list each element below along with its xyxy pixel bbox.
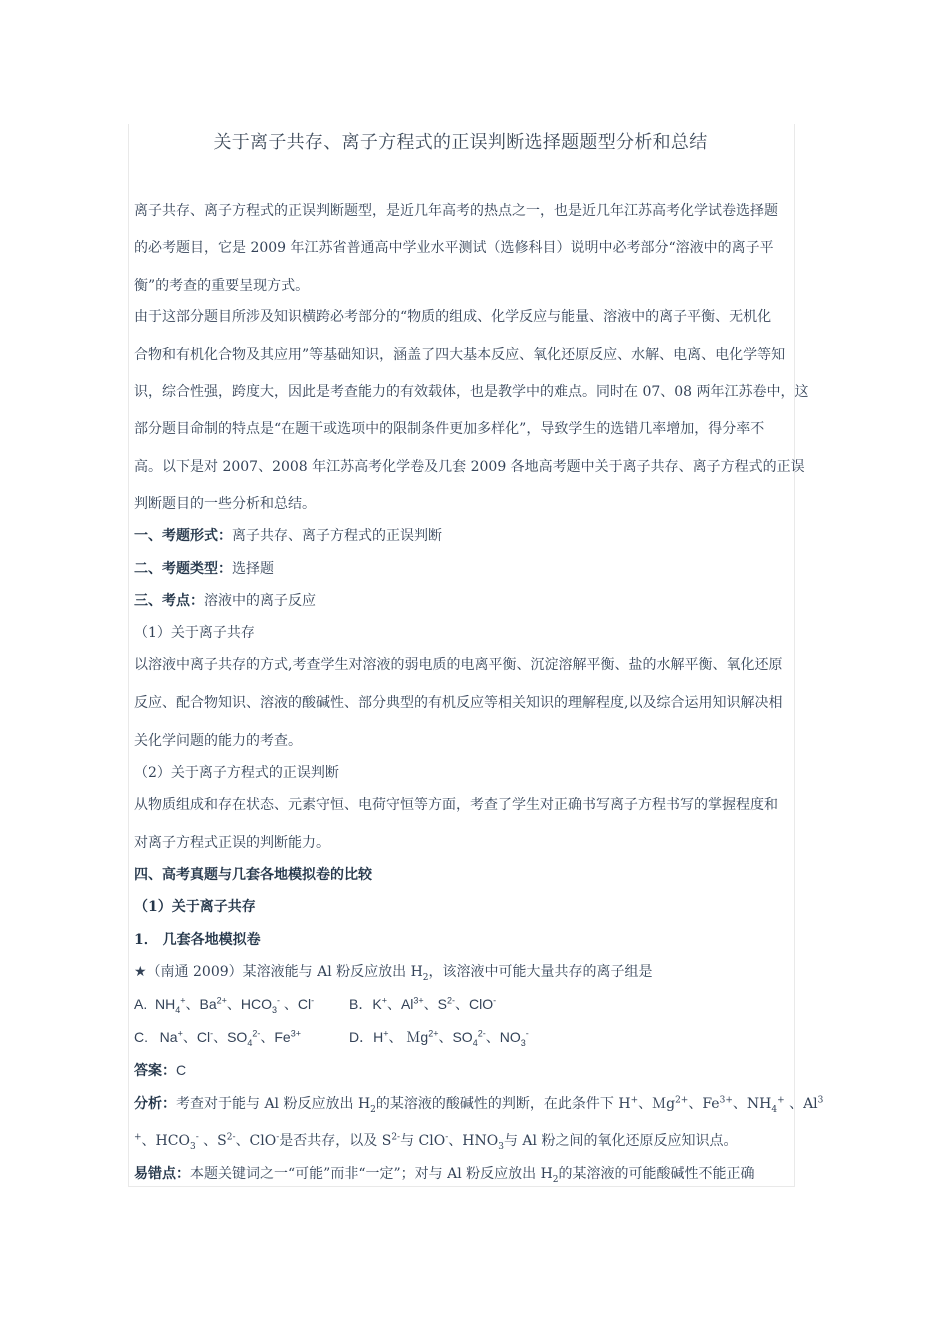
option-d: D．H+、 Ｍg$^{2+}$、$SO_4^{2-}$、$NO_3^-$ xyxy=(349,1028,529,1048)
section-1-label: 一、考题形式： xyxy=(134,528,232,544)
options-row-cd xyxy=(134,1027,794,1047)
question-stem-end: ，该溶液中可能大量共存的离子组是 xyxy=(428,964,653,980)
intro-line: 判断题目的一些分析和总结。 xyxy=(134,496,316,512)
subsection-text-line: 以溶液中离子共存的方式,考查学生对溶液的弱电质的电离平衡、沉淀溶解平衡、盐的水解平衡、氧化还原 xyxy=(134,657,783,673)
intro-line: 部分题目命制的特点是“在题干或选项中的限制条件更加多样化”，导致学生的选错几率增加，得分率不 xyxy=(134,421,765,437)
analysis-text: 的某溶液的酸碱性的判断，在此条件下 H xyxy=(375,1096,631,1112)
analysis-text: 与 Al 粉之间的氧化还原反应知识点。 xyxy=(503,1133,738,1149)
intro-line: 衡”的考查的重要呈现方式。 xyxy=(134,278,310,294)
section-2-text: 选择题 xyxy=(232,561,274,577)
subsection-text-line: 从物质组成和存在状态、元素守恒、电荷守恒等方面，考查了学生对正确书写离子方程书写的掌握程度和 xyxy=(134,797,778,813)
subsection-text-line: 反应、配合物知识、溶液的酸碱性、部分典型的有机反应等相关知识的理解程度,以及综合运用知识解决相 xyxy=(134,695,783,711)
analysis-text: 是否共存，以及 S xyxy=(279,1133,392,1149)
page-title: 关于离子共存、离子方程式的正误判断选择题题型分析和总结 xyxy=(213,132,708,153)
intro-line: 高。以下是对 2007、2008 年江苏高考化学卷及几套 2009 各地高考题中关于离子共存、离子方程式的正误 xyxy=(134,459,805,475)
analysis-text: 、HNO xyxy=(448,1133,499,1149)
question-stem xyxy=(134,961,794,981)
section-1 xyxy=(134,525,794,545)
subsection-ion-coexistence: （1）关于离子共存 xyxy=(134,625,255,641)
section-4-heading: 四、高考真题与几套各地模拟卷的比较 xyxy=(134,867,372,883)
subsection-text-line: 关化学问题的能力的考查。 xyxy=(134,733,302,749)
answer-label: 答案： xyxy=(134,1063,176,1079)
h2-subscript: 2 xyxy=(422,972,429,983)
analysis-label: 分析： xyxy=(134,1096,176,1112)
error-text: 本题关键词之一“可能”而非“一定”；对与 Al 粉反应放出 H xyxy=(190,1166,553,1182)
section-4-subheading: （1）关于离子共存 xyxy=(134,899,256,915)
section-2-label: 二、考题类型： xyxy=(134,561,232,577)
intro-line: 识，综合性强，跨度大，因此是考查能力的有效载体，也是教学中的难点。同时在 07、08 两年江苏卷中，这 xyxy=(134,384,809,400)
error-label: 易错点： xyxy=(134,1166,190,1182)
intro-line: 的必考题目，它是 2009 年江苏省普通高中学业水平测试（选修科目）说明中必考部分“溶液中的离子平 xyxy=(134,240,774,256)
answer-line xyxy=(134,1060,794,1080)
analysis-line-1: 分析：考查对于能与 Al 粉反应放出 $H_2$的某溶液的酸碱性的判断，在此条件下 H+、Ｍg$^{2+}$、$Fe^{3+}$、$NH_4^+$ 、Al$^3$ xyxy=(134,1095,824,1115)
intro-line: 合物和有机化合物及其应用”等基础知识，涵盖了四大基本反应、氧化还原反应、水解、电离、电化学等知 xyxy=(134,347,786,363)
section-3-label: 三、考点： xyxy=(134,593,204,609)
section-2 xyxy=(134,558,794,578)
subsection-ionic-equation: （2）关于离子方程式的正误判断 xyxy=(134,765,339,781)
intro-line: 由于这部分题目所涉及知识横跨必考部分的“物质的组成、化学反应与能量、溶液中的离子平衡、无机化 xyxy=(134,309,772,325)
option-a: A. $NH_4^+$、$Ba^{2+}$、$HCO_3^-$ 、Cl- xyxy=(134,995,315,1015)
analysis-text: 考查对于能与 Al 粉反应放出 H xyxy=(176,1096,371,1112)
intro-line: 离子共存、离子方程式的正误判断题型，是近几年高考的热点之一，也是近几年江苏高考化学试卷选择题 xyxy=(134,203,778,219)
error-text: 的某溶液的可能酸碱性不能正确 xyxy=(558,1166,755,1182)
option-b: B．K+、$Al^{3+}$、$S^{2-}$、ClO- xyxy=(349,995,497,1012)
section-4-item: 1． 几套各地模拟卷 xyxy=(134,932,261,948)
star-icon: ★ xyxy=(134,964,147,980)
answer-value: C xyxy=(176,1062,187,1078)
section-3 xyxy=(134,590,794,610)
section-3-text: 溶液中的离子反应 xyxy=(204,593,316,609)
question-source: （南通 2009）某溶液能与 Al 粉反应放出 H xyxy=(146,964,423,980)
options-row-ab xyxy=(134,994,794,1014)
option-c: C. Na+、Cl-、$SO_4^{2-}$、$Fe^{3+}$ xyxy=(134,1028,301,1048)
section-1-text: 离子共存、离子方程式的正误判断 xyxy=(232,528,442,544)
analysis-line-2: +、$HCO_3^-$ 、$S^{2-}$、ClO-是否共存，以及 $S^{2-}$与 ClO-、$HNO_3$与 Al 粉之间的氧化还原反应知识点。 xyxy=(134,1132,738,1152)
analysis-text: 与 ClO xyxy=(400,1133,446,1149)
subsection-text-line: 对离子方程式正误的判断能力。 xyxy=(134,835,330,851)
error-prone-line: 易错点：本题关键词之一“可能”而非“一定”；对与 Al 粉反应放出 $H_2$的某溶液的可能酸碱性不能正确 xyxy=(134,1166,755,1185)
